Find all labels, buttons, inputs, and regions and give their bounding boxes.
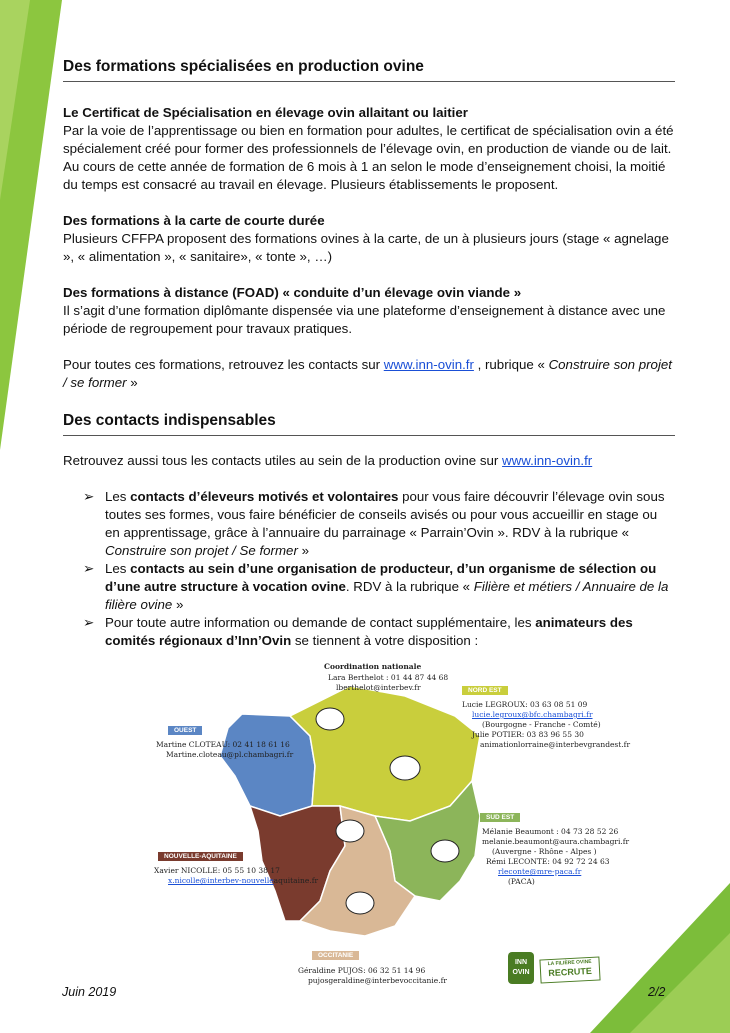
foad-text: Il s’agit d’une formation diplômante dispensée via une plateforme d’enseignement à distance avec une période de regroupement pour travaux pratiques. [63,303,666,336]
list-item [63,560,675,614]
bullet-text: Les [105,561,131,576]
short-training-text: Plusieurs CFFPA proposent des formations ovines à la carte, de un à plusieurs jours (stage « agnelage », « alimentation », « sanitaire», « tonte », …) [63,231,669,264]
contacts-list [63,488,675,650]
national-email: lberthelot@interbev.fr [336,683,421,692]
nordest-l4: Julie POTIER: 03 83 96 55 30 [472,730,584,739]
tag-sud-est: SUD EST [480,813,520,822]
section-title-formations: Des formations spécialisées en production ovine [63,58,675,82]
contacts-line-rubrique: Construire son projet / se former [63,357,672,390]
bullet-italic: Filière et métiers / Annuaire de la filière ovine [105,579,669,612]
occitanie-l1: Géraldine PUJOS: 06 32 51 14 96 [298,966,426,975]
sudest-l5[interactable]: rleconte@mre-paca.fr [498,867,582,876]
inn-ovin-link-2[interactable]: www.inn-ovin.fr [502,453,593,468]
contacts-line-text: Pour toutes ces formations, retrouvez les contacts sur [63,357,384,372]
footer-date: Juin 2019 [62,985,117,999]
section-title-contacts: Des contacts indispensables [63,412,675,436]
cs-text: Par la voie de l’apprentissage ou bien en formation pour adultes, le certificat de spécialisation ovin a été spécialement créé pour former des professionnels de l’élevage ovin, en production de viande ou de lait. Au cours de cette année de formation de 6 mois à 1 an selon le mode d’enseignement choisi, la moitié du temps est consacré au travail en élevage. Plusieurs établissements le proposent. [63,123,674,192]
arrow-bullet-icon: ➢ [83,561,95,576]
sudest-l6: (PACA) [508,877,535,886]
nordest-l1: Lucie LEGROUX: 03 63 08 51 09 [462,700,588,709]
tag-ouest: OUEST [168,726,202,735]
bullet-text: pour vous faire découvrir l’élevage ovin sous toutes ses formes, vous faire bénéficier de conseils avisés ou pour vous accueillir en stage ou en apprentissage, grâce à l’annuaire du parrainage « Parrain’Ovin ». RDV à la rubrique « [105,489,665,540]
regional-contacts-map [150,656,630,992]
logo-inn: INN [514,959,528,966]
bullet-bold: animateurs des comités régionaux d’Inn’Ovin [105,615,633,648]
contacts-line-middle: , rubrique « [473,357,549,372]
bullet-text: Pour toute autre information ou demande de contact supplémentaire, les [105,615,536,630]
region-ouest [220,714,315,816]
foad-title: Des formations à distance (FOAD) « conduite d’un élevage ovin viande » [63,285,522,300]
occitanie-l2: pujosgeraldine@interbevoccitanie.fr [308,976,447,985]
nordest-l3: (Bourgogne - Franche - Comté) [482,720,601,729]
logo-text1: LA FILIÈRE OVINE [547,958,592,968]
logo-ovin: OVIN [512,969,530,976]
corner-decoration-left [0,0,62,450]
bullet-italic: Construire son projet / Se former [105,543,298,558]
list-item [63,488,675,560]
nordest-l2[interactable]: lucie.legroux@bfc.chambagri.fr [472,710,593,719]
sudest-l3: (Auvergne - Rhône - Alpes ) [492,847,597,856]
nouvelle-email-link[interactable]: x.nicolle@interbev-nouvelle [168,876,274,885]
bullet-text: . RDV à la rubrique « [345,579,474,594]
list-item [63,614,675,650]
cs-title: Le Certificat de Spécialisation en élevage ovin allaitant ou laitier [63,105,468,120]
nordest-l5: animationlorraine@interbevgrandest.fr [480,740,631,749]
nouvelle-l2 [168,876,318,886]
tag-occitanie: OCCITANIE [312,951,359,960]
bullet-bold: contacts au sein d’une organisation de producteur, d’un organisme de sélection ou d’une autre structure à vocation ovine [105,561,657,594]
logo-text2: RECRUTE [548,965,593,979]
bullet-text: » [172,597,184,612]
bullet-text: Les [105,489,131,504]
formations-contacts-line [63,356,675,392]
national-name: Lara Berthelot : 01 44 87 44 68 [328,673,449,682]
bullet-text: » [297,543,309,558]
nouvelle-email-domain: aquitaine.fr [273,876,319,885]
contacts-intro-text: Retrouvez aussi tous les contacts utiles au sein de la production ovine sur [63,453,503,468]
inn-ovin-logo [508,950,600,986]
footer-page-number: 2/2 [648,985,666,999]
tag-nord-est: NORD EST [462,686,508,695]
contacts-intro [63,452,675,470]
contacts-line-end: » [126,375,138,390]
sudest-l1: Mélanie Beaumont : 04 73 28 52 26 [482,827,619,836]
bullet-text: se tiennent à votre disposition : [291,633,479,648]
arrow-bullet-icon: ➢ [83,489,95,504]
tag-nouvelle-aquitaine: NOUVELLE-AQUITAINE [158,852,243,861]
sudest-l4: Rémi LECONTE: 04 92 72 24 63 [486,857,610,866]
sudest-l2: melanie.beaumont@aura.chambagri.fr [482,837,630,846]
bullet-bold: contacts d’éleveurs motivés et volontaires [130,489,399,504]
inn-ovin-link[interactable]: www.inn-ovin.fr [383,357,474,372]
national-title: Coordination nationale [324,662,422,671]
region-nord-est [290,686,480,821]
main-content [63,58,675,650]
nouvelle-l1: Xavier NICOLLE: 05 55 10 38 17 [154,866,280,875]
ouest-l1: Martine CLOTEAU: 02 41 18 61 16 [156,740,290,749]
short-training-title: Des formations à la carte de courte durée [63,213,325,228]
ouest-l2: Martine.cloteau@pl.chambagri.fr [166,750,294,759]
arrow-bullet-icon: ➢ [83,615,95,630]
